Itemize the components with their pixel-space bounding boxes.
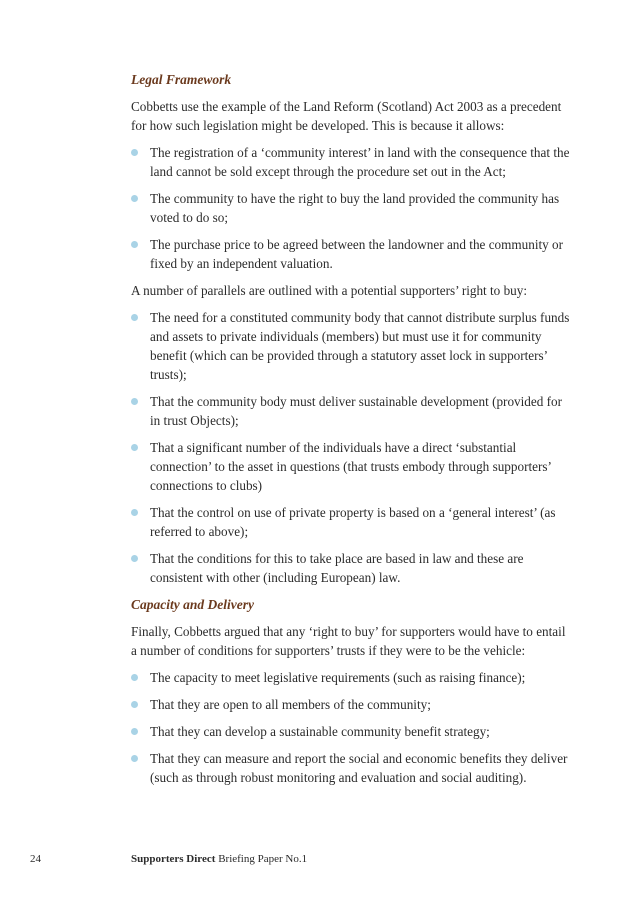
list-item: That a significant number of the individuals have a direct ‘substantial connection’ to the asset in questions (that trusts embody through supporters’ connections to clubs) (131, 438, 571, 495)
bullet-icon (131, 314, 138, 321)
list-item: The community to have the right to buy the land provided the community has voted to do so; (131, 189, 571, 227)
list-item: The purchase price to be agreed between the landowner and the community or fixed by an independent valuation. (131, 235, 571, 273)
page-number: 24 (30, 853, 41, 865)
bullet-icon (131, 444, 138, 451)
capacity-delivery-list (131, 668, 571, 787)
bullet-icon (131, 241, 138, 248)
list-item: That they can develop a sustainable community benefit strategy; (131, 722, 571, 741)
bullet-icon (131, 195, 138, 202)
bullet-icon (131, 728, 138, 735)
bullet-icon (131, 149, 138, 156)
bullet-icon (131, 701, 138, 708)
parallels-list (131, 308, 571, 587)
list-item: That the community body must deliver sustainable development (provided for in trust Objects); (131, 392, 571, 430)
parallels-paragraph: A number of parallels are outlined with a potential supporters’ right to buy: (131, 283, 528, 298)
bullet-icon (131, 398, 138, 405)
legal-framework-heading: Legal Framework (131, 72, 232, 87)
list-item: That the control on use of private property is based on a ‘general interest’ (as referred to above); (131, 503, 571, 541)
list-item: The registration of a ‘community interest’ in land with the consequence that the land cannot be sold except through the procedure set out in the Act; (131, 143, 571, 181)
page-content (131, 70, 571, 795)
list-item: That they can measure and report the social and economic benefits they deliver (such as through robust monitoring and evaluation and social auditing). (131, 749, 571, 787)
bullet-icon (131, 674, 138, 681)
list-item: That they are open to all members of the community; (131, 695, 571, 714)
capacity-delivery-heading: Capacity and Delivery (131, 597, 254, 612)
footer-doc-title: Briefing Paper No.1 (218, 853, 308, 865)
bullet-icon (131, 755, 138, 762)
bullet-icon (131, 555, 138, 562)
capacity-delivery-intro: Finally, Cobbetts argued that any ‘right to buy’ for supporters would have to entail a number of conditions for supporters’ trusts if they were to be the vehicle: (131, 624, 566, 658)
footer-publisher: Supporters Direct (131, 853, 216, 865)
list-item: That the conditions for this to take place are based in law and these are consistent with other (including European) law. (131, 549, 571, 587)
legal-framework-list (131, 143, 571, 273)
footer-title (131, 853, 307, 865)
legal-framework-intro: Cobbetts use the example of the Land Reform (Scotland) Act 2003 as a precedent for how such legislation might be developed. This is because it allows: (131, 99, 562, 133)
list-item: The need for a constituted community body that cannot distribute surplus funds and assets to private individuals (members) but must use it for community benefit (which can be provided through a statutory asset lock in supporters’ trusts); (131, 308, 571, 384)
list-item: The capacity to meet legislative requirements (such as raising finance); (131, 668, 571, 687)
bullet-icon (131, 509, 138, 516)
